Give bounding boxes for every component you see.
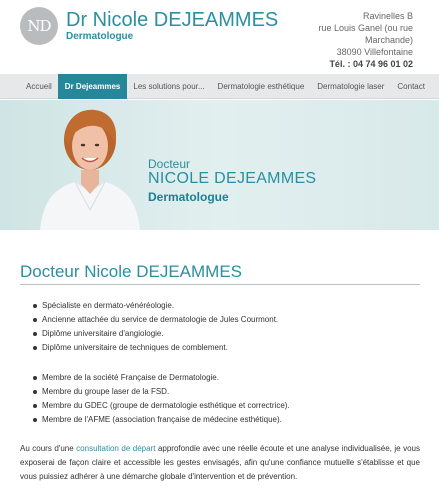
list-item: Ancienne attachée du service de dermatologie de Jules Courmont. <box>42 313 278 327</box>
list-item: Membre de la société Française de Dermatologie. <box>42 371 290 385</box>
banner-title: Docteur <box>148 157 191 171</box>
nav-item-solutions[interactable]: Les solutions pour... <box>133 82 205 91</box>
hero-banner <box>0 100 439 230</box>
memberships-list <box>42 371 290 427</box>
paragraph-text: Au cours d'une <box>20 444 77 453</box>
nav-item-dermatologie-esthetique[interactable]: Dermatologie esthétique <box>217 82 305 91</box>
page-title: Docteur Nicole DEJEAMMES <box>20 262 243 281</box>
nav-item-dermatologie-laser[interactable]: Dermatologie laser <box>317 82 385 91</box>
address-line: Ravinelles B <box>362 11 413 21</box>
qualifications-list <box>42 299 278 355</box>
main-nav <box>0 74 439 99</box>
site-subtitle: Dermatologue <box>66 31 134 42</box>
address-block <box>303 10 413 70</box>
address-line: 38090 Villefontaine <box>336 47 413 57</box>
banner-doctor-name: NICOLE DEJEAMMES <box>148 170 317 187</box>
consultation-link[interactable]: consultation de départ <box>76 444 156 453</box>
list-item: Diplôme universitaire d'angiologie. <box>42 327 278 341</box>
nav-item-contact[interactable]: Contact <box>397 82 425 91</box>
banner-specialty: Dermatologue <box>148 190 229 204</box>
list-item: Diplôme universitaire de techniques de comblement. <box>42 341 278 355</box>
address-line: rue Louis Ganel (ou rue <box>318 23 413 33</box>
list-item: Spécialiste en dermato-vénéréologie. <box>42 299 278 313</box>
paragraph-text: approfondie avec une réelle écoute et une analyse individualisée, je vous exposerai de façon claire et accessible les gestes envisagés, afin qu'une confiance mutuelle s'établisse et que vous puissiez adhérer à une démarche globale d'intervention et de prévention. <box>20 444 420 481</box>
title-divider <box>20 284 420 285</box>
nav-item-accueil[interactable]: Accueil <box>26 82 52 91</box>
phone-number[interactable]: Tél. : 04 74 96 01 02 <box>329 59 413 69</box>
list-item: Membre du GDEC (groupe de dermatologie esthétique et correctrice). <box>42 399 290 413</box>
list-item: Membre de l'AFME (association française de médecine esthétique). <box>42 413 290 427</box>
intro-paragraph <box>20 442 420 484</box>
list-item: Membre du groupe laser de la FSD. <box>42 385 290 399</box>
nav-item-dr-dejeammes[interactable]: Dr Dejeammes <box>58 74 128 99</box>
site-header <box>0 0 439 74</box>
logo[interactable]: ND <box>20 7 58 45</box>
address-line: Marchande) <box>364 35 413 45</box>
doctor-portrait <box>35 100 145 230</box>
site-name[interactable]: Dr Nicole DEJEAMMES <box>66 9 279 31</box>
